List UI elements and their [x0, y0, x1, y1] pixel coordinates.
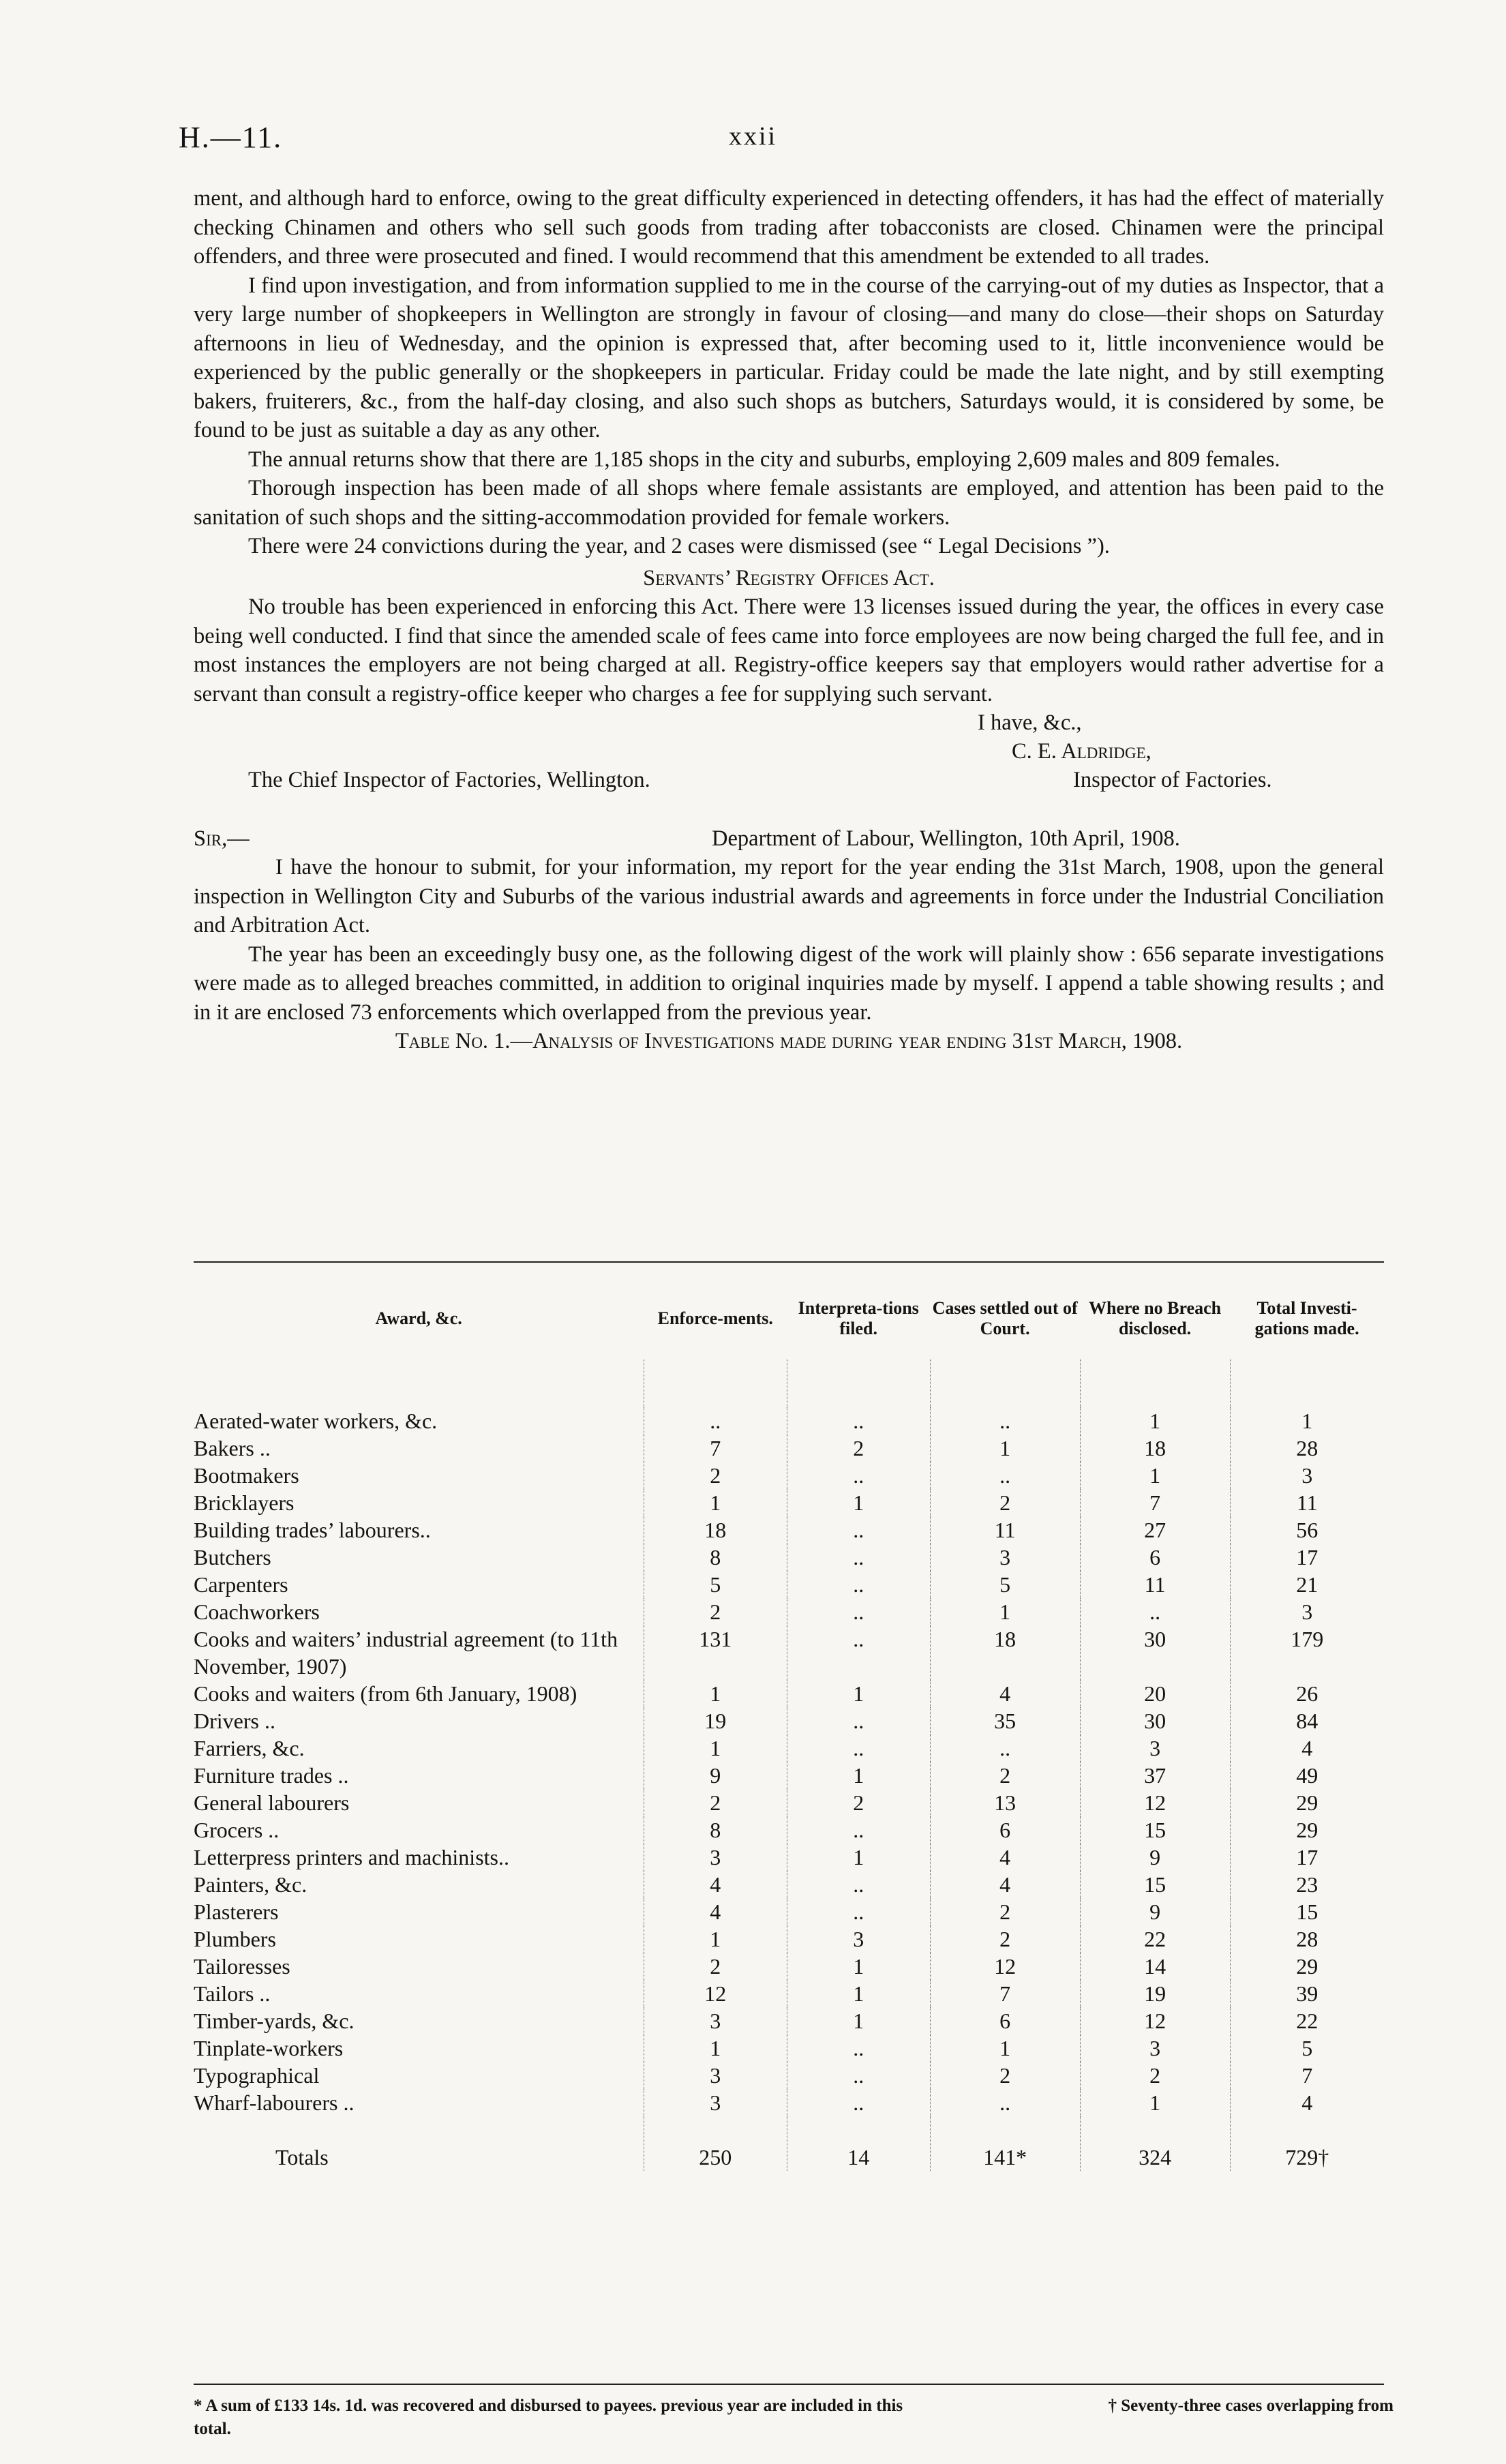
- value-cell-int: ..: [787, 1707, 930, 1734]
- value-cell-enf: 8: [644, 1816, 787, 1844]
- value-cell-enf: 2: [644, 1598, 787, 1625]
- value-cell-enf: 19: [644, 1707, 787, 1734]
- value-cell-nob: 30: [1080, 1625, 1230, 1680]
- value-cell-enf: 18: [644, 1516, 787, 1544]
- value-cell-int: ..: [787, 1544, 930, 1571]
- value-cell-nob: 3: [1080, 2034, 1230, 2062]
- value-cell-enf: 3: [644, 2089, 787, 2116]
- table-row: [194, 1407, 1384, 1434]
- total-cell-enf: 250: [644, 2116, 787, 2171]
- value-cell-nob: 12: [1080, 1789, 1230, 1816]
- award-cell: Tailors ..: [194, 1981, 271, 2006]
- table-row: [194, 1816, 1384, 1844]
- value-cell-tot: 11: [1230, 1489, 1384, 1516]
- value-cell-int: ..: [787, 1462, 930, 1489]
- table-row: [194, 1953, 1384, 1980]
- value-cell-int: ..: [787, 1407, 930, 1434]
- table-header-row: [194, 1278, 1384, 1359]
- table-row: [194, 1571, 1384, 1598]
- value-cell-nob: 1: [1080, 1462, 1230, 1489]
- paragraph: Thorough inspection has been made of all shops where female assistants are employed, and attention has been paid to the sanitation of such shops and the sitting-accommodation provided for female workers.: [194, 476, 1384, 530]
- page-reference: H.—11.: [179, 121, 283, 154]
- value-cell-nob: 22: [1080, 1925, 1230, 1953]
- value-cell-nob: 12: [1080, 2007, 1230, 2034]
- value-cell-set: 13: [930, 1789, 1080, 1816]
- value-cell-set: ..: [930, 2089, 1080, 2116]
- report-body: [194, 184, 1384, 1056]
- value-cell-nob: 15: [1080, 1871, 1230, 1898]
- value-cell-enf: 2: [644, 1462, 787, 1489]
- value-cell-enf: 1: [644, 1489, 787, 1516]
- value-cell-enf: 4: [644, 1898, 787, 1925]
- paragraph: There were 24 convictions during the year, and 2 cases were dismissed (see “ Legal Decisions ”).: [248, 534, 1110, 558]
- award-cell: Furniture trades ..: [194, 1763, 349, 1788]
- total-cell-nob: 324: [1080, 2116, 1230, 2171]
- value-cell-nob: 3: [1080, 1734, 1230, 1762]
- award-cell: General labourers: [194, 1790, 350, 1815]
- col-no-breach: Where no Breach disclosed.: [1089, 1298, 1222, 1338]
- value-cell-enf: 3: [644, 2007, 787, 2034]
- award-cell: Wharf-labourers ..: [194, 2090, 355, 2115]
- value-cell-int: 2: [787, 1789, 930, 1816]
- totals-row: [194, 2116, 1384, 2171]
- table-row: [194, 2007, 1384, 2034]
- value-cell-int: ..: [787, 1816, 930, 1844]
- value-cell-tot: 17: [1230, 1844, 1384, 1871]
- addressee-row: [194, 766, 1384, 794]
- paragraph: The year has been an exceedingly busy one, as the following digest of the work will plainly show : 656 separate investigations were made as to alleged breaches committed, in addition to original inquiries made by myself. I append a table showing results ; and in it are enclosed 73 enforcements which overlapped from the previous year.: [194, 942, 1384, 1025]
- value-cell-int: 3: [787, 1925, 930, 1953]
- award-cell: Cooks and waiters (from 6th January, 1908): [194, 1681, 577, 1706]
- value-cell-enf: 12: [644, 1980, 787, 2007]
- spacer-row: [194, 1359, 1384, 1407]
- award-cell: Aerated-water workers, &c.: [194, 1409, 438, 1433]
- award-cell: Typographical: [194, 2063, 320, 2088]
- value-cell-nob: 1: [1080, 1407, 1230, 1434]
- value-cell-set: 6: [930, 2007, 1080, 2034]
- table-row: [194, 1980, 1384, 2007]
- value-cell-nob: 15: [1080, 1816, 1230, 1844]
- value-cell-set: 2: [930, 1489, 1080, 1516]
- value-cell-enf: 8: [644, 1544, 787, 1571]
- col-award: Award, &c.: [375, 1308, 462, 1328]
- col-settled: Cases settled out of Court.: [932, 1298, 1078, 1338]
- value-cell-nob: 20: [1080, 1680, 1230, 1707]
- value-cell-tot: 29: [1230, 1789, 1384, 1816]
- value-cell-tot: 49: [1230, 1762, 1384, 1789]
- table-row: [194, 1462, 1384, 1489]
- value-cell-nob: 2: [1080, 2062, 1230, 2089]
- table-row: [194, 1844, 1384, 1871]
- value-cell-set: 18: [930, 1625, 1080, 1680]
- value-cell-tot: 3: [1230, 1598, 1384, 1625]
- award-cell: Coachworkers: [194, 1599, 320, 1624]
- total-cell-set: 141*: [930, 2116, 1080, 2171]
- award-cell: Cooks and waiters’ industrial agreement (to 11th November, 1907): [194, 1627, 618, 1679]
- paragraph: I find upon investigation, and from information supplied to me in the course of the carrying-out of my duties as Inspector, that a very large number of shopkeepers in Wellington are strongly in favour of closing—and many do close—their shops on Saturday afternoons in lieu of Wednesday, and the opinion is expressed that, after becoming used to it, little inconvenience would be experienced by the public generally or the shopkeepers in particular. Friday could be made the late night, and by still exempting bakers, fruiterers, &c., from the half-day closing, and also such shops as butchers, Saturdays would, it is considered by some, be found to be just as suitable a day as any other.: [194, 273, 1384, 442]
- value-cell-nob: 9: [1080, 1898, 1230, 1925]
- value-cell-tot: 28: [1230, 1434, 1384, 1462]
- value-cell-set: 4: [930, 1680, 1080, 1707]
- value-cell-tot: 15: [1230, 1898, 1384, 1925]
- table-row: [194, 1434, 1384, 1462]
- table-row: [194, 1625, 1384, 1680]
- value-cell-set: 4: [930, 1871, 1080, 1898]
- value-cell-int: ..: [787, 2062, 930, 2089]
- value-cell-tot: 4: [1230, 2089, 1384, 2116]
- value-cell-set: 7: [930, 1980, 1080, 2007]
- value-cell-set: 11: [930, 1516, 1080, 1544]
- paragraph: I have the honour to submit, for your information, my report for the year ending the 31st March, 1908, upon the general inspection in Wellington City and Suburbs of the various industrial awards and agreements in force under the Industrial Conciliation and Arbitration Act.: [194, 855, 1384, 937]
- award-cell: Tailoresses: [194, 1954, 290, 1979]
- value-cell-nob: 37: [1080, 1762, 1230, 1789]
- value-cell-enf: 3: [644, 2062, 787, 2089]
- value-cell-enf: 9: [644, 1762, 787, 1789]
- signatory-row: [194, 737, 1384, 766]
- award-cell: Bootmakers: [194, 1463, 299, 1488]
- col-interpretations: Interpreta-tions filed.: [798, 1298, 919, 1338]
- value-cell-tot: 28: [1230, 1925, 1384, 1953]
- col-total: Total Investi-gations made.: [1254, 1298, 1359, 1338]
- value-cell-enf: 1: [644, 1680, 787, 1707]
- value-cell-tot: 56: [1230, 1516, 1384, 1544]
- table-row: [194, 2089, 1384, 2116]
- paragraph: ment, and although hard to enforce, owing to the great difficulty experienced in detecting offenders, it has had the effect of materially checking Chinamen and others who sell such goods from trading after tobacconists are closed. Chinamen were the principal offenders, and three were prosecuted and fined. I would recommend that this amendment be extended to all trades.: [194, 186, 1384, 269]
- value-cell-enf: 2: [644, 1789, 787, 1816]
- award-cell: Timber-yards, &c.: [194, 2009, 355, 2033]
- value-cell-enf: 4: [644, 1871, 787, 1898]
- award-cell: Drivers ..: [194, 1709, 275, 1733]
- value-cell-set: 3: [930, 1544, 1080, 1571]
- value-cell-tot: 26: [1230, 1680, 1384, 1707]
- totals-label: Totals: [275, 2145, 329, 2169]
- table-row: [194, 1598, 1384, 1625]
- value-cell-int: 1: [787, 1980, 930, 2007]
- value-cell-nob: 1: [1080, 2089, 1230, 2116]
- table-top-rule: [194, 1261, 1384, 1263]
- dateline: Department of Labour, Wellington, 10th April, 1908.: [712, 826, 1180, 851]
- award-cell: Carpenters: [194, 1572, 288, 1597]
- value-cell-nob: 27: [1080, 1516, 1230, 1544]
- award-cell: Plumbers: [194, 1927, 276, 1951]
- value-cell-int: ..: [787, 1734, 930, 1762]
- value-cell-int: ..: [787, 1625, 930, 1680]
- salutation: Sir,—: [194, 826, 250, 851]
- value-cell-tot: 29: [1230, 1953, 1384, 1980]
- value-cell-enf: 3: [644, 1844, 787, 1871]
- value-cell-tot: 17: [1230, 1544, 1384, 1571]
- table-row: [194, 1871, 1384, 1898]
- value-cell-tot: 1: [1230, 1407, 1384, 1434]
- value-cell-enf: 1: [644, 1734, 787, 1762]
- value-cell-enf: 131: [644, 1625, 787, 1680]
- value-cell-tot: 21: [1230, 1571, 1384, 1598]
- value-cell-set: 1: [930, 1434, 1080, 1462]
- table-row: [194, 1516, 1384, 1544]
- value-cell-int: ..: [787, 1598, 930, 1625]
- value-cell-int: 1: [787, 1489, 930, 1516]
- paragraph: The annual returns show that there are 1,185 shops in the city and suburbs, employing 2,609 males and 809 females.: [248, 447, 1280, 472]
- table-row: [194, 2062, 1384, 2089]
- value-cell-nob: 19: [1080, 1980, 1230, 2007]
- value-cell-set: ..: [930, 1407, 1080, 1434]
- award-cell: Painters, &c.: [194, 1872, 307, 1897]
- value-cell-set: 5: [930, 1571, 1080, 1598]
- value-cell-set: ..: [930, 1734, 1080, 1762]
- value-cell-set: ..: [930, 1462, 1080, 1489]
- value-cell-set: 2: [930, 1898, 1080, 1925]
- table-row: [194, 1789, 1384, 1816]
- value-cell-tot: 179: [1230, 1625, 1384, 1680]
- value-cell-enf: 7: [644, 1434, 787, 1462]
- table-row: [194, 1707, 1384, 1734]
- value-cell-tot: 7: [1230, 2062, 1384, 2089]
- value-cell-int: 1: [787, 1762, 930, 1789]
- table-row: [194, 1734, 1384, 1762]
- value-cell-tot: 23: [1230, 1871, 1384, 1898]
- table-row: [194, 1544, 1384, 1571]
- col-enforcements: Enforce-ments.: [657, 1308, 773, 1328]
- table-row: [194, 1680, 1384, 1707]
- value-cell-int: 2: [787, 1434, 930, 1462]
- value-cell-int: 1: [787, 2007, 930, 2034]
- award-cell: Bakers ..: [194, 1436, 271, 1460]
- award-cell: Grocers ..: [194, 1818, 280, 1842]
- table-title: Table No. 1.—Analysis of Investigations made during year ending 31st March, 1908.: [395, 1029, 1183, 1053]
- closing: I have, &c.,: [978, 710, 1082, 735]
- table-row: [194, 1762, 1384, 1789]
- investigations-table: [194, 1278, 1384, 2171]
- dateline-row: [194, 824, 1384, 853]
- value-cell-set: 1: [930, 2034, 1080, 2062]
- value-cell-nob: 14: [1080, 1953, 1230, 1980]
- value-cell-int: ..: [787, 2034, 930, 2062]
- award-cell: Bricklayers: [194, 1490, 295, 1515]
- award-cell: Tinplate-workers: [194, 2036, 344, 2060]
- value-cell-set: 12: [930, 1953, 1080, 1980]
- value-cell-enf: ..: [644, 1407, 787, 1434]
- value-cell-enf: 1: [644, 2034, 787, 2062]
- value-cell-int: ..: [787, 1871, 930, 1898]
- value-cell-tot: 22: [1230, 2007, 1384, 2034]
- table-body: [194, 1407, 1384, 2171]
- signatory: C. E. Aldridge,: [1012, 739, 1151, 764]
- value-cell-nob: 7: [1080, 1489, 1230, 1516]
- value-cell-nob: ..: [1080, 1598, 1230, 1625]
- value-cell-set: 4: [930, 1844, 1080, 1871]
- table-row: [194, 2034, 1384, 2062]
- award-cell: Farriers, &c.: [194, 1736, 305, 1760]
- value-cell-int: ..: [787, 2089, 930, 2116]
- value-cell-tot: 5: [1230, 2034, 1384, 2062]
- value-cell-set: 1: [930, 1598, 1080, 1625]
- value-cell-set: 35: [930, 1707, 1080, 1734]
- value-cell-nob: 18: [1080, 1434, 1230, 1462]
- value-cell-int: ..: [787, 1898, 930, 1925]
- value-cell-set: 2: [930, 1925, 1080, 1953]
- footnote-rule: [194, 2384, 1384, 2385]
- award-cell: Plasterers: [194, 1899, 279, 1924]
- value-cell-tot: 3: [1230, 1462, 1384, 1489]
- value-cell-tot: 29: [1230, 1816, 1384, 1844]
- value-cell-int: 1: [787, 1844, 930, 1871]
- award-cell: Letterpress printers and machinists..: [194, 1845, 509, 1869]
- footnote-1: * A sum of £133 14s. 1d. was recovered and disbursed to payees. previous year are included in this total.: [194, 2397, 903, 2438]
- value-cell-nob: 9: [1080, 1844, 1230, 1871]
- value-cell-int: ..: [787, 1516, 930, 1544]
- page-number: xxii: [728, 122, 778, 151]
- total-cell-int: 14: [787, 2116, 930, 2171]
- inspector-title: Inspector of Factories.: [1073, 768, 1272, 792]
- value-cell-enf: 2: [644, 1953, 787, 1980]
- value-cell-enf: 5: [644, 1571, 787, 1598]
- value-cell-nob: 6: [1080, 1544, 1230, 1571]
- table-row: [194, 1925, 1384, 1953]
- award-cell: Butchers: [194, 1545, 271, 1569]
- value-cell-int: 1: [787, 1953, 930, 1980]
- table-row: [194, 1489, 1384, 1516]
- total-cell-tot: 729†: [1230, 2116, 1384, 2171]
- paragraph: No trouble has been experienced in enforcing this Act. There were 13 licenses issued during the year, the offices in every case being well conducted. I find that since the amended scale of fees came into force employees are now being charged the full fee, and in most instances the employers are not being charged at all. Registry-office keepers say that employers would rather advertise for a servant than consult a registry-office keeper who charges a fee for supplying such servant.: [194, 595, 1384, 706]
- value-cell-int: ..: [787, 1571, 930, 1598]
- value-cell-tot: 4: [1230, 1734, 1384, 1762]
- closing-row: [194, 708, 1384, 737]
- value-cell-nob: 30: [1080, 1707, 1230, 1734]
- footnote-2: † Seventy-three cases overlapping from: [1108, 2397, 1394, 2415]
- value-cell-int: 1: [787, 1680, 930, 1707]
- addressee: The Chief Inspector of Factories, Wellington.: [248, 768, 650, 792]
- award-cell: Building trades’ labourers..: [194, 1518, 431, 1542]
- value-cell-set: 2: [930, 2062, 1080, 2089]
- value-cell-nob: 11: [1080, 1571, 1230, 1598]
- value-cell-set: 2: [930, 1762, 1080, 1789]
- value-cell-tot: 84: [1230, 1707, 1384, 1734]
- section-heading: Servants’ Registry Offices Act.: [643, 565, 935, 590]
- value-cell-set: 6: [930, 1816, 1080, 1844]
- value-cell-tot: 39: [1230, 1980, 1384, 2007]
- value-cell-enf: 1: [644, 1925, 787, 1953]
- table-row: [194, 1898, 1384, 1925]
